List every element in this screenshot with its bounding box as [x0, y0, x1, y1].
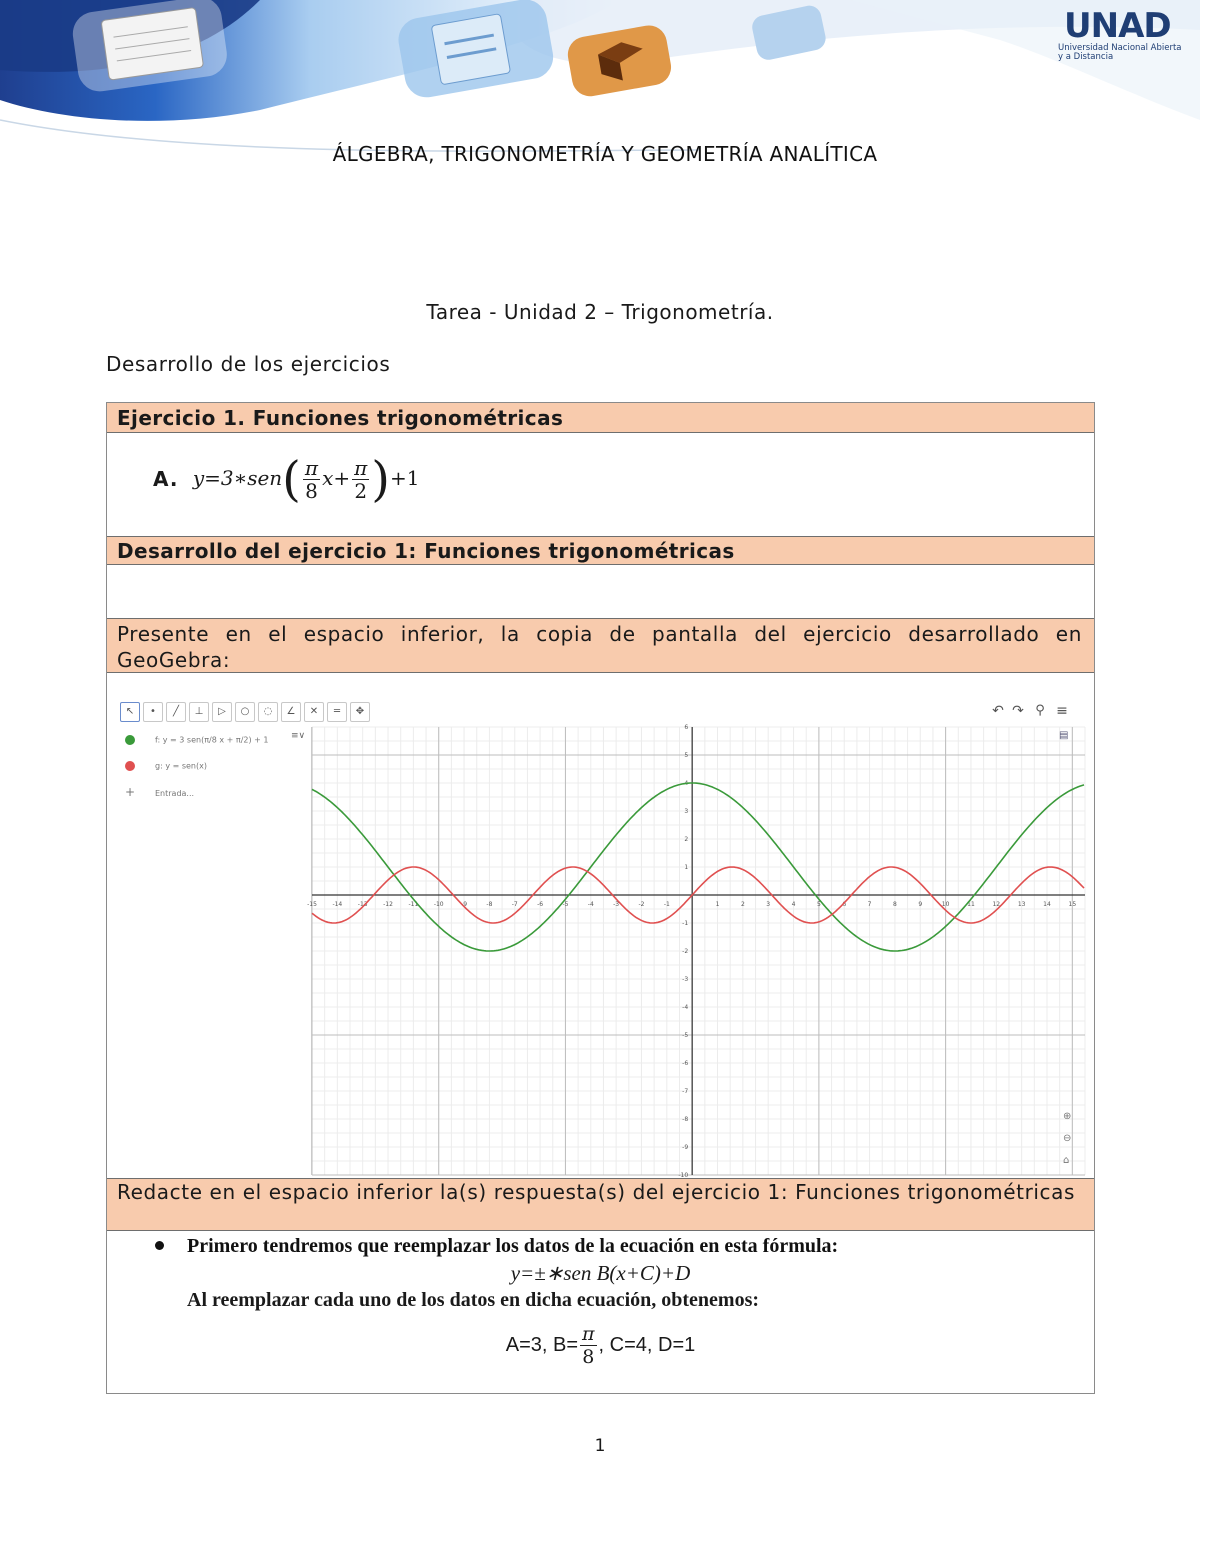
- course-title: ÁLGEBRA, TRIGONOMETRÍA Y GEOMETRÍA ANALÍTICA: [332, 142, 878, 166]
- answer-formula: y=±∗sen B(x+C)+D: [510, 1261, 691, 1285]
- exercise-table: [106, 402, 1095, 1394]
- x-tick-label: -8: [486, 901, 493, 908]
- equation-row: [153, 451, 420, 507]
- y-tick-label: -8: [682, 1116, 689, 1123]
- zoom-in-icon[interactable]: ⊕: [1063, 1111, 1072, 1122]
- angle-tool-icon[interactable]: ∠: [281, 702, 301, 722]
- fraction-1: [303, 457, 320, 502]
- x-tick-label: 8: [893, 901, 897, 908]
- answer-line-2: Al reemplazar cada uno de los datos en dicha ecuación, obtenemos:: [187, 1289, 760, 1311]
- fraction-1-num: π: [304, 455, 319, 480]
- x-tick-label: 1: [715, 901, 720, 908]
- menu-icon[interactable]: ≡: [1056, 703, 1068, 719]
- y-tick-label: -9: [682, 1144, 689, 1151]
- zoom-out-icon[interactable]: ⊖: [1063, 1133, 1072, 1144]
- x-tick-label: -6: [537, 901, 544, 908]
- equation: [192, 451, 420, 507]
- paren-close: ): [371, 451, 390, 507]
- unad-logo: UNAD: [1064, 6, 1171, 46]
- y-tick-label: -4: [682, 1004, 689, 1011]
- y-tick-label: 1: [684, 864, 689, 871]
- y-tick-label: 2: [684, 836, 689, 843]
- x-tick-label: -4: [587, 901, 594, 908]
- y-tick-label: 3: [684, 808, 689, 815]
- visibility-dot-icon[interactable]: [125, 761, 135, 771]
- x-tick-label: 15: [1068, 901, 1077, 908]
- x-tick-label: 5: [816, 901, 821, 908]
- x-tick-label: -10: [433, 901, 444, 908]
- item-label: A.: [153, 467, 179, 491]
- development-empty-cell: [107, 565, 1094, 619]
- move-view-tool-icon[interactable]: ✥: [350, 702, 370, 722]
- fraction-2-num: π: [354, 455, 368, 480]
- graphics-view[interactable]: [307, 724, 1085, 1179]
- slider-tool-icon[interactable]: ═: [327, 702, 347, 722]
- answer-b-num: π: [582, 1323, 595, 1345]
- exercise-header: [107, 403, 1094, 433]
- x-tick-label: -9: [461, 901, 468, 908]
- y-tick-label: -5: [682, 1032, 689, 1039]
- screenshot-prompt: [107, 619, 1094, 673]
- fraction-2-den: 2: [354, 478, 368, 503]
- x-tick-label: 2: [740, 901, 745, 908]
- equation-lhs: y=3∗sen: [192, 465, 283, 490]
- y-tick-label: -3: [682, 976, 689, 983]
- x-tick-label: 9: [918, 901, 923, 908]
- y-tick-label: 5: [684, 752, 689, 759]
- y-tick-label: -6: [682, 1060, 689, 1067]
- graphics-style-icon[interactable]: ▤: [1059, 730, 1069, 741]
- header-banner: [0, 0, 1200, 165]
- exercise-header-text: Ejercicio 1. Funciones trigonométricas: [117, 406, 564, 430]
- algebra-style-icon[interactable]: ≡∨: [291, 731, 306, 741]
- answer-prompt: [107, 1179, 1094, 1231]
- x-tick-label: 7: [867, 901, 872, 908]
- algebra-view: [115, 727, 312, 1175]
- home-view-icon[interactable]: ⌂: [1063, 1155, 1070, 1166]
- perpendicular-tool-icon[interactable]: ⊥: [189, 702, 209, 722]
- geogebra-screenshot: [115, 697, 1085, 1179]
- line-tool-icon[interactable]: ╱: [166, 702, 186, 722]
- y-tick-label: -7: [682, 1088, 689, 1095]
- exercise-statement-cell: [107, 433, 1094, 537]
- unad-logo-subtitle: Universidad Nacional Abierta y a Distancia: [1058, 43, 1182, 62]
- x-tick-label: -15: [307, 901, 317, 908]
- point-tool-icon[interactable]: •: [143, 702, 163, 722]
- bullet-icon: [155, 1241, 164, 1250]
- screenshot-prompt-text: Presente en el espacio inferior, la copia de pantalla del ejercicio desarrollado en GeoGebra:: [117, 622, 1082, 672]
- fraction-1-den: 8: [305, 478, 318, 503]
- task-title: Tarea - Unidad 2 – Trigonometría.: [426, 300, 774, 324]
- algebra-item-g[interactable]: [125, 761, 207, 771]
- x-tick-label: -14: [332, 901, 343, 908]
- algebra-item-g-label: g: y = sen(x): [155, 761, 207, 771]
- x-tick-label: 6: [842, 901, 847, 908]
- x-tick-label: 14: [1043, 901, 1051, 908]
- x-tick-label: -2: [638, 901, 645, 908]
- algebra-input[interactable]: [125, 785, 194, 799]
- y-tick-label: 6: [684, 724, 689, 731]
- reflect-tool-icon[interactable]: ✕: [304, 702, 324, 722]
- algebra-input-placeholder: Entrada...: [155, 789, 195, 798]
- circle-tool-icon[interactable]: ○: [235, 702, 255, 722]
- x-tick-label: 12: [992, 901, 1001, 908]
- development-header: [107, 537, 1094, 565]
- section-title: Desarrollo de los ejercicios: [106, 352, 391, 376]
- page-number: 1: [594, 1436, 606, 1456]
- y-tick-label: -1: [682, 920, 689, 927]
- y-tick-label: 4: [684, 780, 689, 787]
- plus-icon: +: [125, 785, 136, 799]
- y-tick-label: -2: [682, 948, 689, 955]
- x-tick-label: -3: [613, 901, 620, 908]
- answer-b-fraction: [580, 1323, 597, 1368]
- conic-tool-icon[interactable]: ◌: [258, 702, 278, 722]
- x-tick-label: -5: [562, 901, 569, 908]
- visibility-dot-icon[interactable]: [125, 735, 135, 745]
- polygon-tool-icon[interactable]: ▷: [212, 702, 232, 722]
- x-tick-label: -1: [663, 901, 670, 908]
- answer-b-den: 8: [582, 1346, 595, 1368]
- x-tick-label: -11: [408, 901, 419, 908]
- redo-icon[interactable]: ↷: [1012, 703, 1024, 719]
- answer-cell: [107, 1231, 1094, 1393]
- geogebra-toolbar: [115, 697, 1085, 727]
- answer-bullet-text: Primero tendremos que reemplazar los datos de la ecuación en esta fórmula:: [187, 1235, 839, 1257]
- x-tick-label: -7: [511, 901, 518, 908]
- answer-values-a: A=3, B=: [505, 1333, 579, 1356]
- answer-values-rest: , C=4, D=1: [598, 1333, 696, 1356]
- equation-mid: x+: [322, 465, 351, 490]
- paren-open: (: [282, 451, 301, 507]
- development-header-text: Desarrollo del ejercicio 1: Funciones trigonométricas: [117, 539, 735, 563]
- algebra-item-f-label: f: y = 3 sen(π/8 x + π/2) + 1: [155, 735, 269, 745]
- x-tick-label: -12: [383, 901, 393, 908]
- x-tick-label: 11: [967, 901, 975, 908]
- equation-tail: +1: [390, 465, 420, 490]
- algebra-item-f[interactable]: [125, 735, 268, 745]
- x-tick-label: 13: [1017, 901, 1026, 908]
- x-tick-label: 10: [941, 901, 950, 908]
- x-tick-label: -13: [357, 901, 368, 908]
- y-tick-label: -10: [678, 1172, 689, 1179]
- x-tick-label: 4: [791, 901, 796, 908]
- search-icon[interactable]: ⚲: [1035, 703, 1045, 718]
- x-tick-label: 3: [766, 901, 771, 908]
- fraction-2: [352, 457, 369, 502]
- move-tool-icon[interactable]: ↖: [120, 702, 140, 722]
- answer-prompt-text: Redacte en el espacio inferior la(s) respuesta(s) del ejercicio 1: Funciones trigonométricas: [117, 1180, 1076, 1204]
- undo-icon[interactable]: ↶: [992, 703, 1004, 719]
- answer-values: [107, 1323, 1094, 1368]
